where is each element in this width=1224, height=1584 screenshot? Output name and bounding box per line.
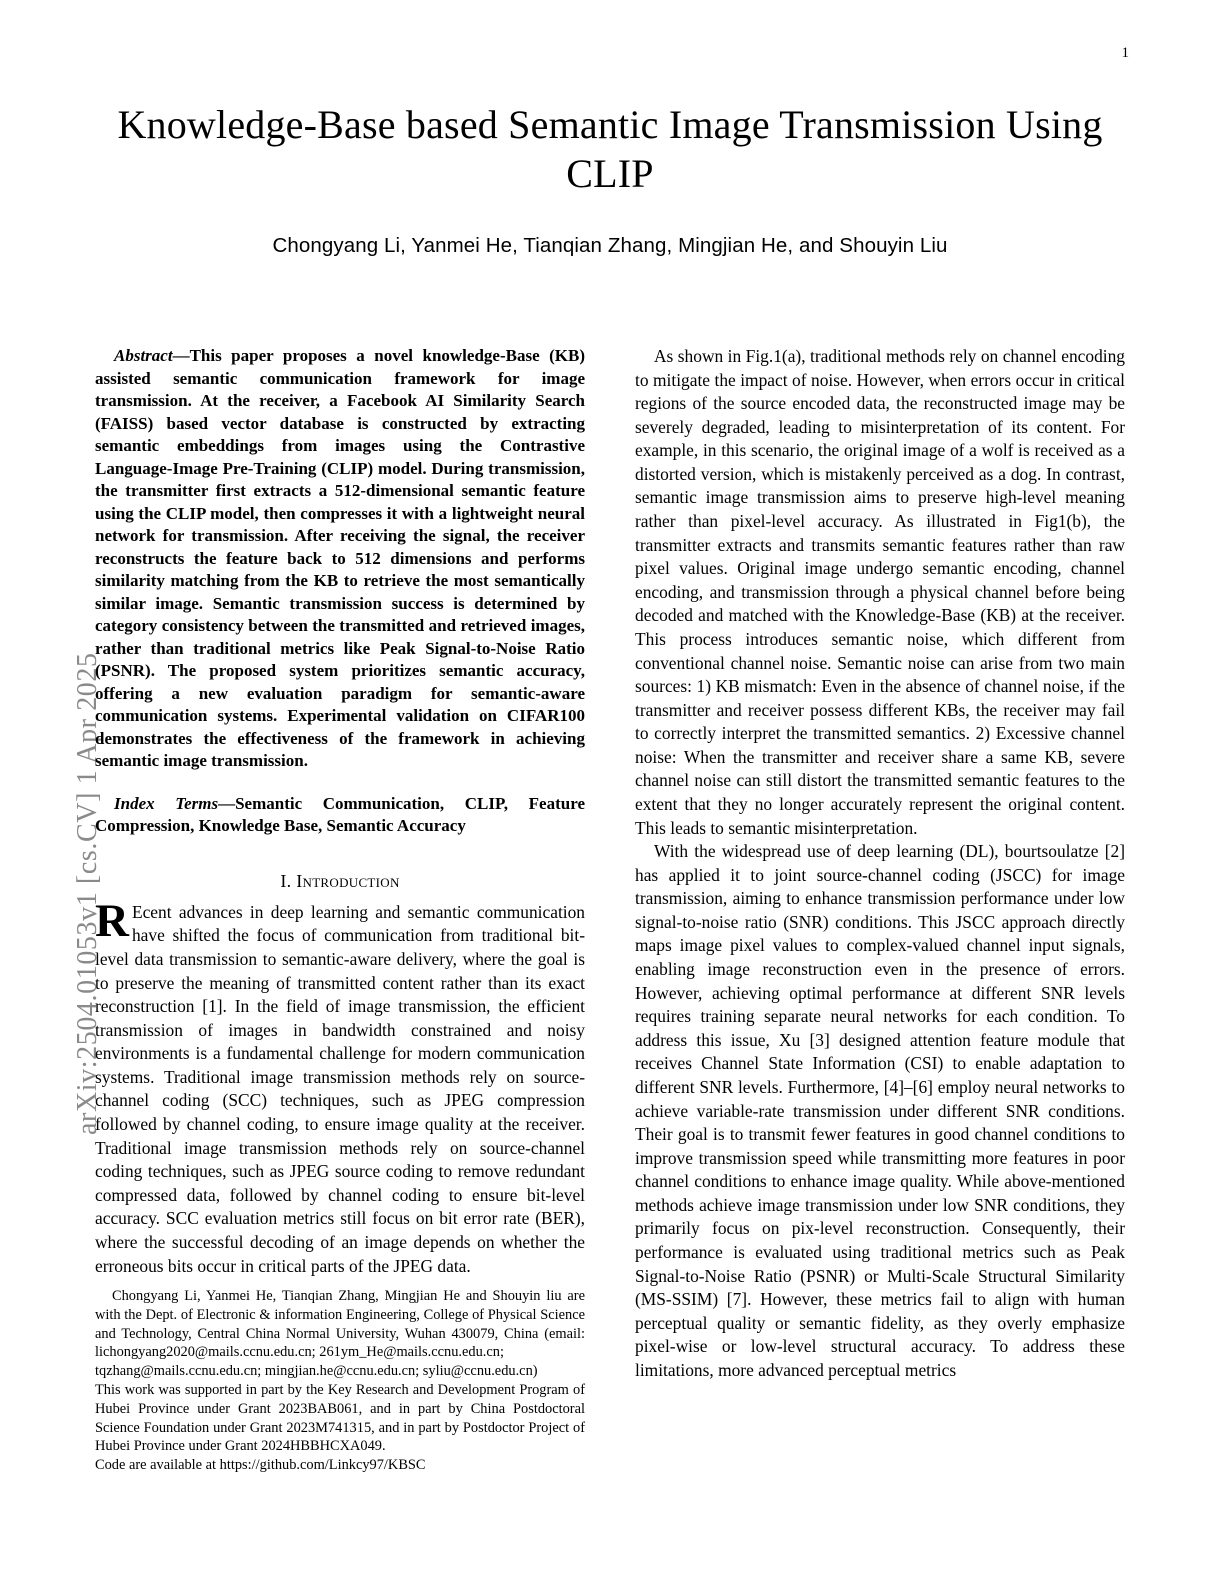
title-block: [95, 100, 1125, 258]
index-terms-paragraph: [95, 793, 585, 838]
arxiv-stamp-text: arXiv:2504.01053v1 [cs.CV] 1 Apr 2025: [72, 652, 103, 1135]
index-terms-text: Semantic Communication, CLIP, Feature Compression, Knowledge Base, Semantic Accuracy: [95, 793, 585, 836]
arxiv-stamp: [0, 0, 103, 1584]
footnote-block: [95, 1287, 585, 1475]
section-heading-introduction: I. Introduction: [280, 870, 400, 891]
index-terms-label: Index Terms: [114, 793, 219, 813]
drop-cap-letter: R: [95, 894, 129, 947]
introduction-paragraph-3: With the widespread use of deep learning (DL), bourtsoulatze [2] has applied it to joint source-channel coding (JSCC) for image transmission, aiming to enhance transmission performance under low signal-to-noise ratio (SNR) conditions. This JSCC approach directly maps image pixel values to complex-valued channel input signals, enabling image reconstruction even in the presence of errors. However, achieving optimal performance at different SNR levels requires training separate neural networks for each condition. To address this issue, Xu [3] designed attention feature module that receives Channel State Information (CSI) to enable adaptation to different SNR levels. Furthermore, [4]–[6] employ neural networks to achieve variable-rate transmission under different SNR conditions. Their goal is to transmit fewer features in good channel conditions to improve transmission speed while transmitting more features in poor channel conditions to enhance image quality. While above-mentioned methods achieve image transmission under low SNR conditions, they primarily focus on pix-level reconstruction. Consequently, their performance is evaluated using traditional metrics such as Peak Signal-to-Noise Ratio (PSNR) or Multi-Scale Structural Similarity (MS-SSIM) [7]. However, these metrics fail to align with human perceptual quality or semantic fidelity, as they overly emphasize pixel-wise or low-level structural accuracy. To address these limitations, more advanced perceptual metrics: [635, 841, 1125, 1380]
author-list: Chongyang Li, Yanmei He, Tianqian Zhang, Mingjian He, and Shouyin Liu: [272, 234, 948, 258]
introduction-paragraph-1: [95, 894, 585, 1278]
right-column: [635, 345, 1125, 1382]
abstract-label: Abstract: [114, 346, 173, 365]
footnote-affiliation: Chongyang Li, Yanmei He, Tianqian Zhang, Mingjian He and Shouyin liu are with the Dept. of Electronic & information Engineering, College of Physical Science and Technology, Central China Normal University, Wuhan 430079, China (email: lichongyang2020@mails.ccnu.edu.cn; 261ym_He@mails.ccnu.edu.cn;: [95, 1288, 585, 1361]
footnote-emails: tqzhang@mails.ccnu.edu.cn; mingjian.he@ccnu.edu.cn; syliu@ccnu.edu.cn): [95, 1363, 538, 1380]
index-terms-dash: —: [218, 793, 236, 813]
left-column: [95, 345, 585, 1278]
footnote-funding: This work was supported in part by the Key Research and Development Program of Hubei Province under Grant 2023BAB061, and in part by China Postdoctoral Science Foundation under Grant 2023M741315, and in part by Postdoctor Project of Hubei Province under Grant 2024HBBHCXA049.: [95, 1381, 585, 1455]
abstract-dash: —: [172, 346, 190, 365]
page-number: 1: [1121, 45, 1129, 61]
abstract-text: This paper proposes a novel knowledge-Base (KB) assisted semantic communication framework for image transmission. At the receiver, a Facebook AI Similarity Search (FAISS) based vector database is constructed by extracting semantic embeddings from images using the Contrastive Language-Image Pre-Training (CLIP) model. During transmission, the transmitter first extracts a 512-dimensional semantic feature using the CLIP model, then compresses it with a lightweight neural network for transmission. After receiving the signal, the receiver reconstructs the feature back to 512 dimensions and performs similarity matching from the KB to retrieve the most semantically similar image. Semantic transmission success is determined by category consistency between the transmitted and retrieved images, rather than traditional metrics like Peak Signal-to-Noise Ratio (PSNR). The proposed system prioritizes semantic accuracy, offering a new evaluation paradigm for semantic-aware communication systems. Experimental validation on CIFAR100 demonstrates the effectiveness of the framework in achieving semantic image transmission.: [95, 346, 585, 771]
introduction-paragraph-2: As shown in Fig.1(a), traditional methods rely on channel encoding to mitigate the impact of noise. However, when errors occur in critical regions of the source encoded data, the reconstructed image may be severely degraded, leading to misinterpretation of its content. For example, in this scenario, the original image of a wolf is received as a distorted version, which is mistakenly perceived as a dog. In contrast, semantic image transmission aims to preserve high-level meaning rather than pixel-level accuracy. As illustrated in Fig1(b), the transmitter extracts and transmits semantic features rather than raw pixel values. Original image undergo semantic encoding, channel encoding, and transmission through a physical channel before being decoded and matched with the Knowledge-Base (KB) at the receiver. This process introduces semantic noise, which different from conventional channel noise. Semantic noise can arise from two main sources: 1) KB mismatch: Even in the absence of channel noise, if the transmitter and receiver possess different KBs, the receiver may fail to correctly interpret the transmitted semantics. 2) Excessive channel noise: When the transmitter and receiver share a same KB, severe channel noise can still distort the transmitted semantic features to the extent that they no longer accurately represent the original content. This leads to semantic misinterpretation.: [635, 346, 1125, 838]
page-title: Knowledge-Base based Semantic Image Transmission Using CLIP: [117, 102, 1103, 197]
footnote-code-link[interactable]: Code are available at https://github.com/Linkcy97/KBSC: [95, 1457, 426, 1474]
abstract-paragraph: [95, 345, 585, 773]
introduction-paragraph-1-text: Ecent advances in deep learning and semantic communication have shifted the focus of communication from traditional bit-level data transmission to semantic-aware delivery, where the goal is to preserve the meaning of transmitted content rather than its exact reconstruction [1]. In the field of image transmission, the efficient transmission of images in bandwidth constrained and noisy environments is a fundamental challenge for modern communication systems. Traditional image transmission methods rely on source-channel coding (SCC) techniques, such as JPEG compression followed by channel coding, to ensure image quality at the receiver. Traditional image transmission methods rely on source-channel coding techniques, such as JPEG source coding to remove redundant compressed data, followed by channel coding to ensure bit-level accuracy. SCC evaluation metrics still focus on bit error rate (BER), where the successful decoding of an image depends on whether the erroneous bits occur in critical parts of the JPEG data.: [95, 901, 585, 1276]
